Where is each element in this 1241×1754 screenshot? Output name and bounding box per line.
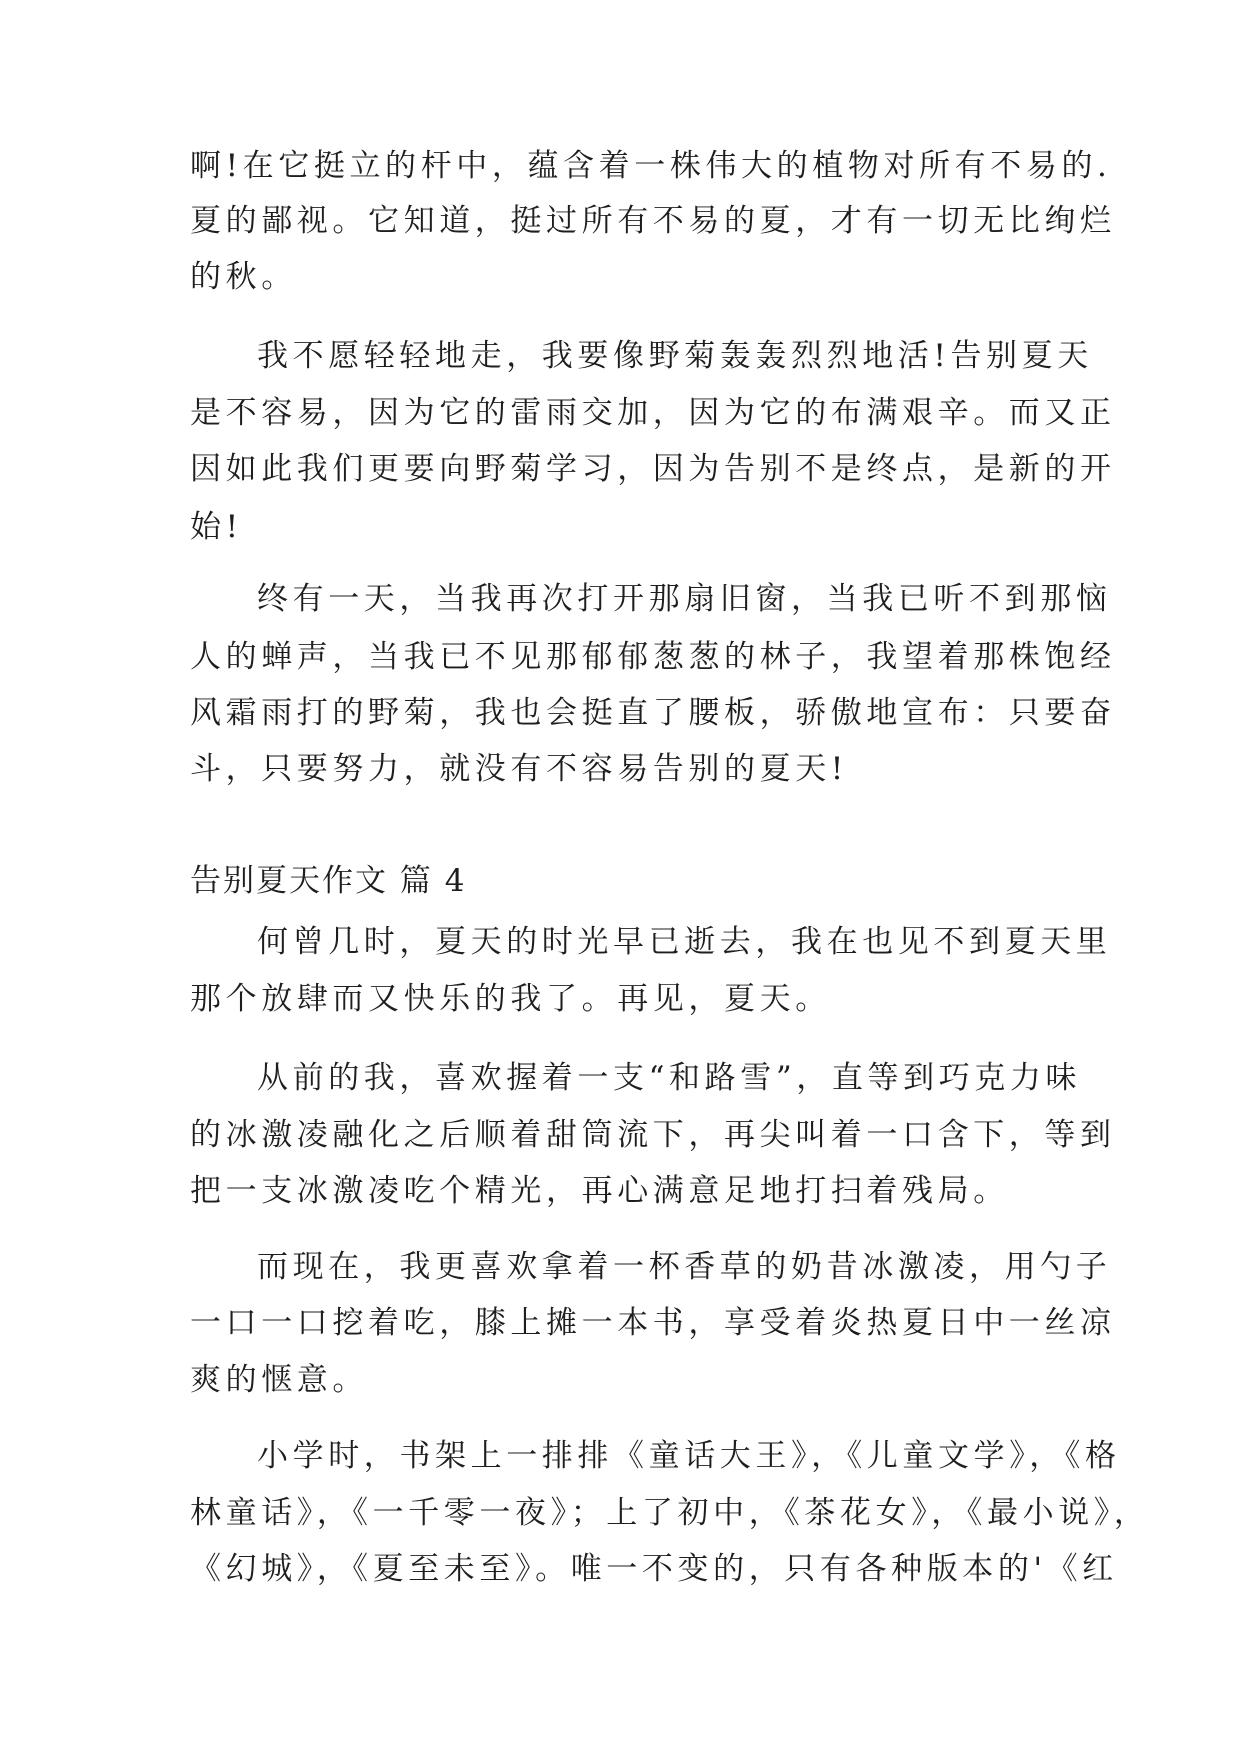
text-line: 何曾几时，夏天的时光早已逝去，我在也见不到夏天里	[257, 924, 1112, 960]
text-line: 的冰激凌融化之后顺着甜筒流下，再尖叫着一口含下，等到	[190, 1117, 1116, 1153]
text-line: 终有一天，当我再次打开那扇旧窗，当我已听不到那恼	[257, 581, 1112, 617]
text-line: 那个放肆而又快乐的我了。再见，夏天。	[190, 981, 831, 1017]
text-line: 始!	[190, 509, 243, 545]
text-line: 林童话》，《一千零一夜》；上了初中，《茶花女》，《最小说》，	[190, 1495, 1150, 1531]
text-line: 把一支冰激凌吃个精光，再心满意足地打扫着残局。	[190, 1173, 1009, 1209]
text-line: 而现在，我更喜欢拿着一杯香草的奶昔冰激凌，用勺子	[257, 1249, 1112, 1285]
text-line: 人的蝉声，当我已不见那郁郁葱葱的林子，我望着那株饱经	[190, 639, 1116, 675]
text-line: 是不容易，因为它的雷雨交加，因为它的布满艰辛。而又正	[190, 395, 1116, 431]
text-line: 我不愿轻轻地走，我要像野菊轰轰烈烈地活!告别夏天	[257, 338, 1093, 374]
text-line: 爽的惬意。	[190, 1362, 368, 1398]
text-line: 啊!在它挺立的杆中，蕴含着一株伟大的植物对所有不易的.	[190, 148, 1112, 184]
text-line: 斗，只要努力，就没有不容易告别的夏天!	[190, 751, 848, 787]
text-line: 夏的鄙视。它知道，挺过所有不易的夏，才有一切无比绚烂	[190, 203, 1116, 239]
text-line: 风霜雨打的野菊，我也会挺直了腰板，骄傲地宣布：只要奋	[190, 695, 1116, 731]
text-line: 从前的我，喜欢握着一支“和路雪”，直等到巧克力味	[257, 1060, 1082, 1096]
text-line: 的秋。	[190, 259, 297, 295]
text-line: 因如此我们更要向野菊学习，因为告别不是终点，是新的开	[190, 451, 1116, 487]
text-line: 《幻城》，《夏至未至》。唯一不变的，只有各种版本的'《红	[190, 1551, 1118, 1587]
section-heading: 告别夏天作文 篇 4	[190, 863, 467, 899]
text-line: 一口一口挖着吃，膝上摊一本书，享受着炎热夏日中一丝凉	[190, 1305, 1116, 1341]
text-line: 小学时，书架上一排排《童话大王》，《儿童文学》，《格	[257, 1438, 1121, 1474]
